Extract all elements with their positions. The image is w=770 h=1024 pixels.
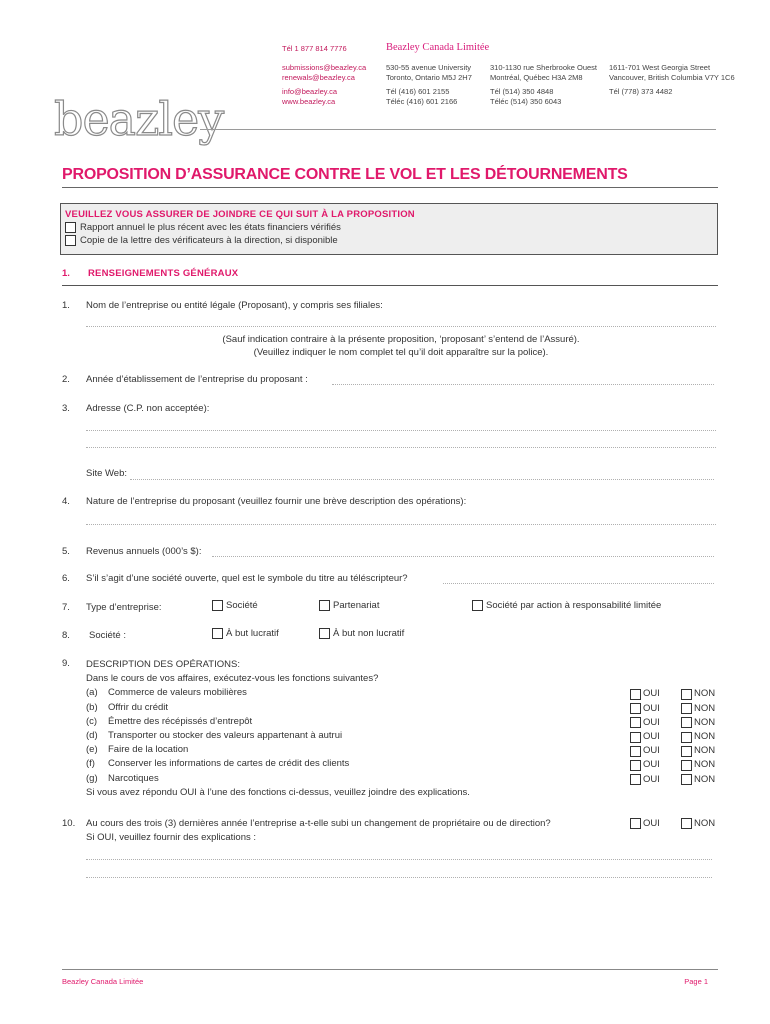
q10-number: 10. <box>62 818 76 829</box>
section-number: 1. <box>62 268 70 279</box>
q1-note-1: (Sauf indication contraire à la présente proposition, ‘proposant’ s’entend de l’Assuré). <box>222 334 580 345</box>
q8-number: 8. <box>62 630 70 641</box>
header-website[interactable]: www.beazley.ca <box>282 97 336 106</box>
q9-item-b-answers <box>630 702 715 716</box>
q9-item-a-oui-checkbox[interactable] <box>630 689 641 700</box>
q9-intro: Dans le cours de vos affaires, exécutez-vous les fonctions suivantes? <box>86 673 379 685</box>
office-toronto-phone: Tél (416) 601 2155 <box>386 87 450 96</box>
q9-item-a-oui-label: OUI <box>643 688 660 700</box>
q9-item-g-answers <box>630 773 715 787</box>
footer-divider <box>62 969 718 970</box>
q9-item-e-non-label: NON <box>694 745 716 757</box>
q9-item-a-text: Commerce de valeurs mobilières <box>108 687 247 699</box>
header-phone: Tél 1 877 814 7776 <box>282 44 347 53</box>
attachment-item-annual-report <box>65 222 713 233</box>
q9-item-c <box>86 715 726 729</box>
q1-answer-line[interactable] <box>86 326 716 327</box>
q7-option-partenariat[interactable] <box>319 600 379 611</box>
q9-item-b-text: Offrir du crédit <box>108 701 169 713</box>
attachment-annual-report-label: Rapport annuel le plus récent avec les états financiers vérifiés <box>80 222 341 233</box>
q9-item-f-oui-checkbox[interactable] <box>630 760 641 771</box>
q9-item-c-non-label: NON <box>694 716 716 728</box>
q8-option-for-profit[interactable] <box>212 628 279 639</box>
q9-item-b-letter: (b) <box>86 701 98 713</box>
office-montreal-line2: Montréal, Québec H3A 2M8 <box>490 73 583 82</box>
q5-label: Revenus annuels (000’s $): <box>86 546 202 557</box>
q9-number: 9. <box>62 658 70 669</box>
q1-number: 1. <box>62 300 70 311</box>
q7-partenariat-label: Partenariat <box>333 600 380 611</box>
q9-item-e-oui-label: OUI <box>643 745 660 757</box>
office-montreal-line1: 310-1130 rue Sherbrooke Ouest <box>490 63 598 72</box>
q9-item-e-oui-checkbox[interactable] <box>630 746 641 757</box>
office-toronto <box>386 63 472 107</box>
q10-sub-label: Si OUI, veuillez fournir des explications : <box>86 832 257 843</box>
q1-note-2: (Veuillez indiquer le nom complet tel qu’il doit apparaître sur la police). <box>253 347 549 358</box>
q9-item-e-text: Faire de la location <box>108 744 189 756</box>
q9-item-b-non-checkbox[interactable] <box>681 703 692 714</box>
q9-item-d <box>86 729 726 743</box>
q7-partenariat-checkbox[interactable] <box>319 600 330 611</box>
office-montreal <box>490 63 597 107</box>
q9-item-g-text: Narcotiques <box>108 772 159 784</box>
q10-non-checkbox[interactable] <box>681 818 692 829</box>
q8-label: Société : <box>89 630 126 641</box>
q6-label: S’il s’agit d’une société ouverte, quel est le symbole du titre au téléscripteur? <box>86 573 408 584</box>
q9-item-d-oui-checkbox[interactable] <box>630 732 641 743</box>
q9-item-a-answers <box>630 687 715 701</box>
q9-item-c-letter: (c) <box>86 715 98 727</box>
q8-for-profit-checkbox[interactable] <box>212 628 223 639</box>
header-company-name: Beazley Canada Limitée <box>386 42 490 53</box>
footer-page-number: Page 1 <box>684 977 708 986</box>
q9-item-c-answers <box>630 716 715 730</box>
office-montreal-phone: Tél (514) 350 4848 <box>490 87 554 96</box>
q10-oui-checkbox[interactable] <box>630 818 641 829</box>
q9-item-g-oui-checkbox[interactable] <box>630 774 641 785</box>
office-vancouver-line2: Vancouver, British Columbia V7Y 1C6 <box>609 73 735 82</box>
section-heading-general-info <box>62 266 718 286</box>
header-email-info[interactable]: info@beazley.ca <box>282 87 338 96</box>
q9-item-b-non-label: NON <box>694 702 716 714</box>
q8-non-profit-label: À but non lucratif <box>333 628 405 639</box>
office-montreal-fax: Téléc (514) 350 6043 <box>490 97 562 106</box>
header-email-renewals[interactable]: renewals@beazley.ca <box>282 73 355 82</box>
q7-number: 7. <box>62 602 70 613</box>
page-title: PROPOSITION D’ASSURANCE CONTRE LE VOL ET LES DÉTOURNEMENTS <box>62 166 628 183</box>
q9-item-f-text: Conserver les informations de cartes de crédit des clients <box>108 758 350 770</box>
q9-item-e-letter: (e) <box>86 744 98 756</box>
office-vancouver-line1: 1611-701 West Georgia Street <box>609 63 711 72</box>
q9-footer-note: Si vous avez répondu OUI à l’une des fonctions ci-dessus, veuillez joindre des explications. <box>86 786 470 798</box>
header-email-submissions[interactable]: submissions@beazley.ca <box>282 63 367 72</box>
q9-item-b-oui-label: OUI <box>643 702 660 714</box>
title-divider <box>62 187 718 188</box>
q9-item-f-non-checkbox[interactable] <box>681 760 692 771</box>
q6-answer-line[interactable] <box>443 583 714 584</box>
footer-company: Beazley Canada Limitée <box>62 977 144 986</box>
q9-item-a-non-checkbox[interactable] <box>681 689 692 700</box>
q7-societe-checkbox[interactable] <box>212 600 223 611</box>
q4-number: 4. <box>62 496 70 507</box>
attachments-box <box>60 203 718 255</box>
q9-item-c-oui-label: OUI <box>643 716 660 728</box>
q8-non-profit-checkbox[interactable] <box>319 628 330 639</box>
q10-oui-label: OUI <box>643 818 660 829</box>
q7-sarl-checkbox[interactable] <box>472 600 483 611</box>
q9-item-d-non-label: NON <box>694 730 716 742</box>
q3-number: 3. <box>62 403 70 414</box>
q9-item-b <box>86 701 726 715</box>
q8-for-profit-label: À but lucratif <box>226 628 279 639</box>
q9-item-a <box>86 686 726 700</box>
q2-label: Année d’établissement de l’entreprise du proposant : <box>86 374 308 385</box>
q9-item-e <box>86 743 726 757</box>
q9-item-g <box>86 772 726 786</box>
q9-item-d-answers <box>630 730 715 744</box>
q7-option-sarl[interactable] <box>472 600 661 611</box>
q3-website-label: Site Web: <box>86 468 128 479</box>
q5-number: 5. <box>62 546 70 557</box>
q9-item-a-non-label: NON <box>694 688 716 700</box>
section-title: RENSEIGNEMENTS GÉNÉRAUX <box>88 268 239 279</box>
header-divider <box>200 129 716 130</box>
office-vancouver-phone: Tél (778) 373 4482 <box>609 87 673 96</box>
q10-non-label: NON <box>694 818 716 829</box>
q9-item-f-answers <box>630 758 715 772</box>
q9-item-e-answers <box>630 744 715 758</box>
office-vancouver <box>609 63 735 97</box>
q9-item-f-non-label: NON <box>694 759 716 771</box>
q7-societe-label: Société <box>226 600 258 611</box>
q10-answers <box>630 818 715 829</box>
q2-number: 2. <box>62 374 70 385</box>
q4-answer-line[interactable] <box>86 524 716 525</box>
q8-option-non-profit[interactable] <box>319 628 404 639</box>
q2-answer-line[interactable] <box>332 384 714 385</box>
q5-answer-line[interactable] <box>212 556 714 557</box>
q3-label: Adresse (C.P. non acceptée): <box>86 403 210 414</box>
q3-answer-line-1[interactable] <box>86 430 716 431</box>
attachment-item-auditor-letter <box>65 235 713 246</box>
q9-item-d-oui-label: OUI <box>643 730 660 742</box>
q9-item-g-oui-label: OUI <box>643 773 660 785</box>
q9-item-d-text: Transporter ou stocker des valeurs appartenant à autrui <box>108 729 343 741</box>
q9-item-e-non-checkbox[interactable] <box>681 746 692 757</box>
q9-item-b-oui-checkbox[interactable] <box>630 703 641 714</box>
q9-operations <box>86 658 726 800</box>
q7-label: Type d’entreprise: <box>86 602 162 613</box>
q9-item-c-non-checkbox[interactable] <box>681 717 692 728</box>
q10-answer-line-2[interactable] <box>86 877 712 878</box>
q9-item-g-non-label: NON <box>694 773 716 785</box>
q10-answer-line-1[interactable] <box>86 859 712 860</box>
q9-item-f <box>86 757 726 771</box>
q9-item-c-oui-checkbox[interactable] <box>630 717 641 728</box>
office-toronto-fax: Téléc (416) 601 2166 <box>386 97 458 106</box>
q9-item-f-oui-label: OUI <box>643 759 660 771</box>
attachment-auditor-letter-checkbox[interactable] <box>65 235 76 246</box>
beazley-logo: beazley <box>54 92 224 146</box>
q3-answer-line-2[interactable] <box>86 447 716 448</box>
attachment-annual-report-checkbox[interactable] <box>65 222 76 233</box>
attachments-heading: VEUILLEZ VOUS ASSURER DE JOINDRE CE QUI SUIT À LA PROPOSITION <box>65 209 415 220</box>
attachment-auditor-letter-label: Copie de la lettre des vérificateurs à la direction, si disponible <box>80 235 338 246</box>
q7-sarl-label: Société par action à responsabilité limitée <box>486 600 662 611</box>
office-toronto-line2: Toronto, Ontario M5J 2H7 <box>386 73 472 82</box>
q1-label: Nom de l’entreprise ou entité légale (Proposant), y compris ses filiales: <box>86 300 383 311</box>
q9-item-f-letter: (f) <box>86 758 95 770</box>
q9-item-d-non-checkbox[interactable] <box>681 732 692 743</box>
q3-website-answer-line[interactable] <box>130 479 714 480</box>
q10-label: Au cours des trois (3) dernières année l’entreprise a-t-elle subi un changement de propriétaire ou de direction? <box>86 818 551 829</box>
q9-item-c-text: Émettre des récépissés d’entrepôt <box>108 715 253 727</box>
q9-item-g-letter: (g) <box>86 772 98 784</box>
q9-heading: DESCRIPTION DES OPÉRATIONS: <box>86 659 240 670</box>
q6-number: 6. <box>62 573 70 584</box>
q7-option-societe[interactable] <box>212 600 258 611</box>
q9-item-d-letter: (d) <box>86 729 98 741</box>
q9-item-a-letter: (a) <box>86 687 98 699</box>
office-toronto-line1: 530-55 avenue University <box>386 63 472 72</box>
q4-label: Nature de l’entreprise du proposant (veuillez fournir une brève description des opérations): <box>86 496 467 507</box>
q9-item-g-non-checkbox[interactable] <box>681 774 692 785</box>
